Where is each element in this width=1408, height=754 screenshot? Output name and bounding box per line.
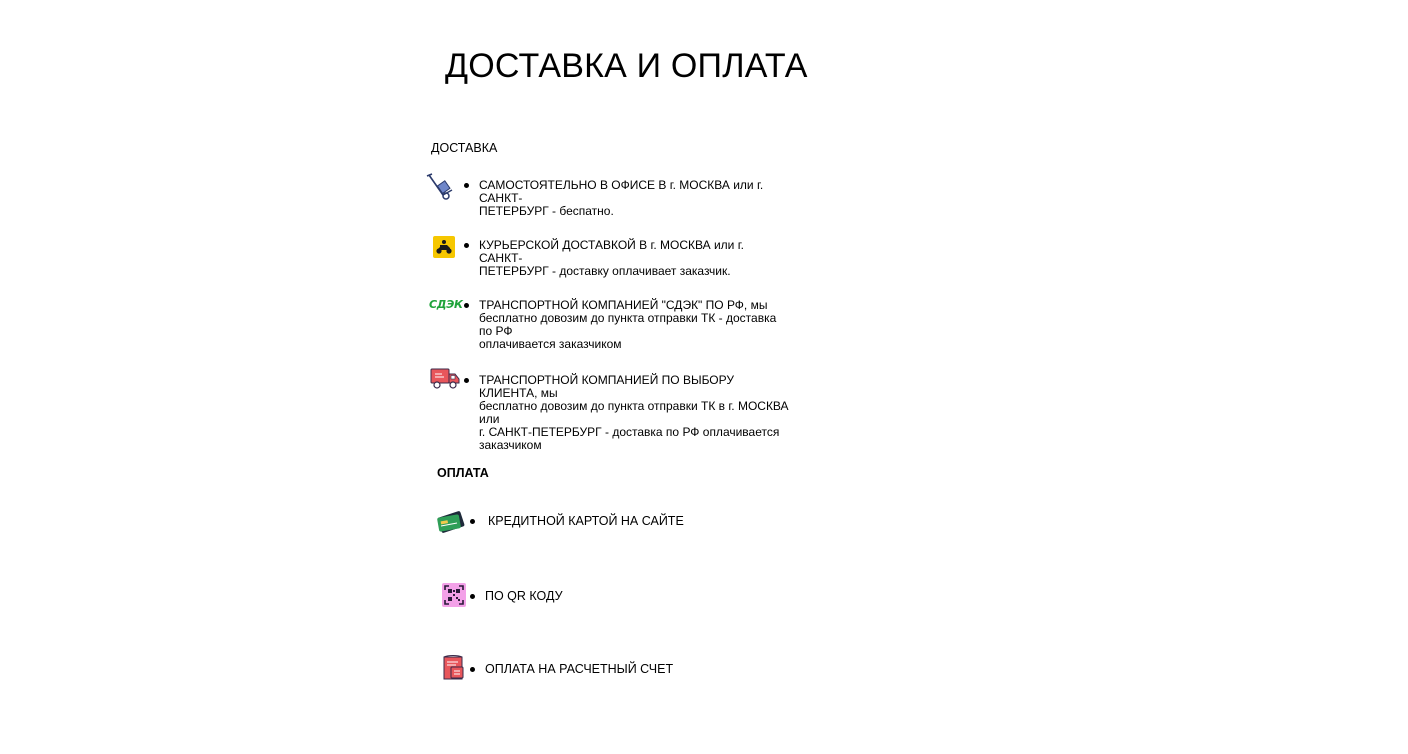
credit-card-icon — [437, 508, 465, 534]
list-bullet — [470, 594, 475, 599]
delivery-item-line: заказчиком — [479, 438, 542, 452]
delivery-item-line: бесплатно довозим до пункта отправки ТК в г. МОСКВА или — [479, 399, 789, 426]
delivery-item-line: КУРЬЕРСКОЙ ДОСТАВКОЙ В г. МОСКВА или г. САНКТ- — [479, 238, 744, 265]
list-bullet — [464, 378, 469, 383]
payment-item-credit-card: КРЕДИТНОЙ КАРТОЙ НА САЙТЕ — [488, 514, 684, 528]
payment-item-bank-transfer: ОПЛАТА НА РАСЧЕТНЫЙ СЧЕТ — [485, 662, 674, 676]
invoice-document-icon — [442, 655, 466, 681]
delivery-item-line: ПЕТЕРБУРГ - доставку оплачивает заказчик. — [479, 264, 731, 278]
delivery-item-line: ТРАНСПОРТНОЙ КОМПАНИЕЙ ПО ВЫБОРУ КЛИЕНТА, мы — [479, 373, 735, 400]
delivery-item-line: ТРАНСПОРТНОЙ КОМПАНИЕЙ "СДЭК" ПО РФ, мы — [479, 298, 768, 312]
delivery-item-line: бесплатно довозим до пункта отправки ТК - доставка по РФ — [479, 311, 777, 338]
payment-heading: ОПЛАТА — [437, 466, 489, 480]
delivery-item-cdek — [479, 299, 789, 351]
payment-item-qr-code: ПО QR КОДУ — [485, 589, 563, 603]
cdek-logo-icon: СДЭК — [429, 298, 463, 311]
list-bullet — [464, 303, 469, 308]
delivery-item-transport-company — [479, 374, 789, 452]
delivery-item-pickup — [479, 179, 789, 218]
hand-truck-icon — [426, 173, 454, 201]
page-title: ДОСТАВКА И ОПЛАТА — [445, 47, 808, 85]
delivery-item-line: ПЕТЕРБУРГ - беспатно. — [479, 204, 614, 218]
delivery-item-line: оплачивается заказчиком — [479, 337, 622, 351]
list-bullet — [464, 243, 469, 248]
delivery-item-courier — [479, 239, 789, 278]
delivery-item-line: г. САНКТ-ПЕТЕРБУРГ - доставка по РФ оплачивается — [479, 425, 780, 439]
delivery-heading: ДОСТАВКА — [431, 141, 498, 155]
list-bullet — [470, 667, 475, 672]
list-bullet — [470, 519, 475, 524]
list-bullet — [464, 183, 469, 188]
courier-scooter-icon — [433, 236, 455, 258]
delivery-truck-icon — [430, 367, 460, 391]
delivery-item-line: САМОСТОЯТЕЛЬНО В ОФИСЕ В г. МОСКВА или г. САНКТ- — [479, 178, 764, 205]
qr-code-icon — [442, 583, 466, 607]
